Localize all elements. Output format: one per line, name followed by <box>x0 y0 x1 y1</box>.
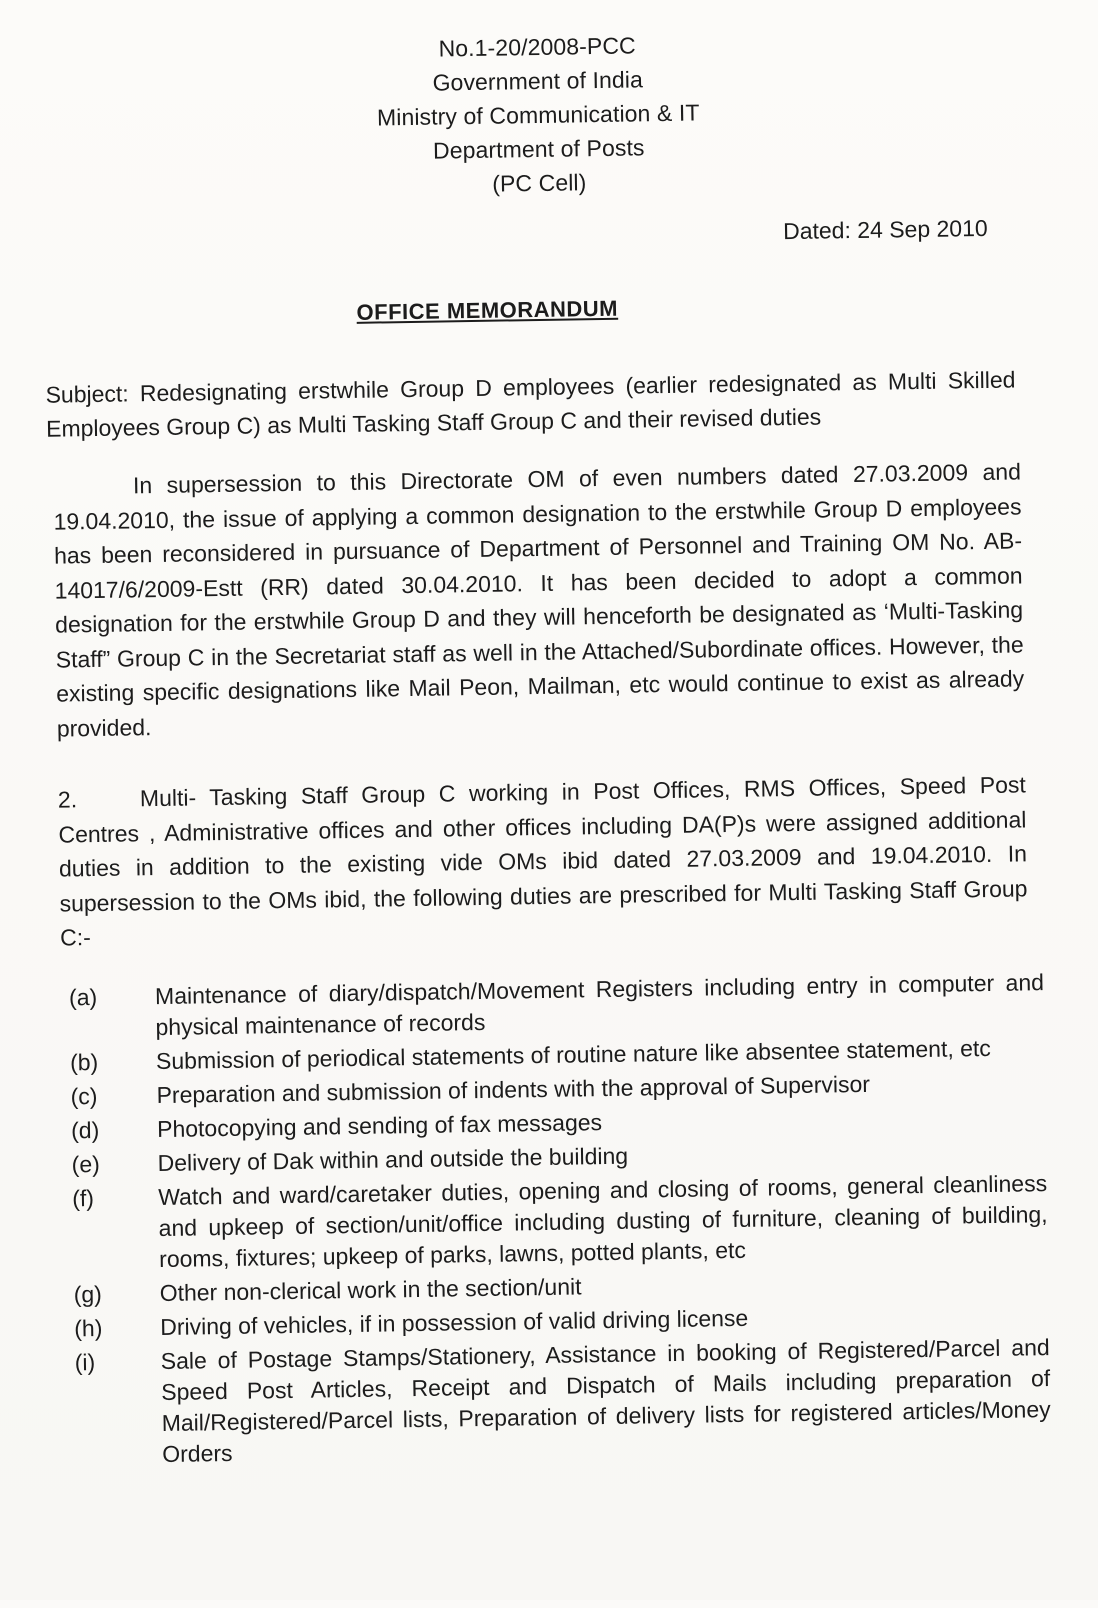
duty-text: Preparation and submission of indents with the approval of Supervisor <box>156 1070 871 1109</box>
duty-text: Watch and ward/caretaker duties, opening and closing of rooms, general cleanliness and upkeep of section/unit/office including dusting of furniture, cleaning of building, rooms, fixtures; upkeep of parks, lawns, potted plants, etc <box>157 1170 1048 1273</box>
duty-label: (e) <box>71 1150 100 1178</box>
duty-text: Maintenance of diary/dispatch/Movement Registers including entry in computer and physical maintenance of records <box>154 969 1045 1041</box>
duty-label: (d) <box>70 1116 100 1144</box>
paragraph-2-text: Multi- Tasking Staff Group C working in Post Offices, RMS Offices, Speed Post Centres , Administrative offices and other offices including DA(P)s were assigned additional duties in addition to the existing vide OMs ibid dated 27.03.2009 and 19.04.2010. In supersession to the OMs ibid, the following duties are prescribed for Multi Tasking Staff Group C:- <box>58 771 1028 951</box>
duty-label: (b) <box>69 1048 99 1076</box>
ministry-name: Ministry of Communication & IT <box>376 99 700 131</box>
duty-item <box>72 1168 1048 1276</box>
file-number: No.1-20/2008-PCC <box>438 32 636 62</box>
duty-label: (f) <box>71 1185 95 1212</box>
department-name: Department of Posts <box>432 134 645 164</box>
document-date: Dated: 24 Sep 2010 <box>782 214 988 245</box>
memo-subject: Subject: Redesignating erstwhile Group D employees (earlier redesignated as Multi Skilled Employees Group C) as Multi Tasking Staff Group C and their revised duties <box>45 366 1016 442</box>
duty-text: Other non-clerical work in the section/unit <box>159 1273 582 1307</box>
duty-text: Delivery of Dak within and outside the building <box>157 1142 629 1177</box>
indent-spacer <box>53 493 133 494</box>
duty-label: (a) <box>68 983 98 1011</box>
paragraph-2 <box>58 767 1029 955</box>
duty-label: (i) <box>74 1349 96 1376</box>
paragraph-number: 2. <box>57 786 78 813</box>
paragraph-1-text: In supersession to this Directorate OM of even numbers dated 27.03.2009 and 19.04.2010, the issue of applying a common designation to the erstwhile Group D employees has been reconsidered in pursuance of Department of Personnel and Training OM No. AB-14017/6/2009-Estt (RR) dated 30.04.2010. It has been decided to adopt a common designation for the erstwhile Group D and they will henceforth be designated as ‘Multi-Tasking Staff” Group C in the Secretariat staff as well in the Attached/Subordinate offices. However, the existing specific designations like Mail Peon, Mailman, etc would continue to exist as already provided. <box>53 458 1025 742</box>
duty-label: (h) <box>74 1314 103 1342</box>
duty-item <box>69 967 1045 1044</box>
duty-text: Submission of periodical statements of routine nature like absentee statement, etc <box>155 1034 992 1075</box>
duties-list <box>69 967 1052 1474</box>
duty-text: Sale of Postage Stamps/Stationery, Assistance in booking of Registered/Parcel and Speed Post Articles, Receipt and Dispatch of Mails including preparation of Mail/Registered/Parcel lists, Preparation of delivery lists for registered articles/Money Orders <box>160 1334 1051 1468</box>
cell-name: (PC Cell) <box>492 169 587 197</box>
memo-title: OFFICE MEMORANDUM <box>356 295 619 325</box>
duty-text: Photocopying and sending of fax messages <box>156 1109 603 1143</box>
duty-label: (g) <box>73 1280 103 1308</box>
government-name: Government of India <box>432 66 644 96</box>
duty-text: Driving of vehicles, if in possession of valid driving license <box>160 1304 749 1341</box>
paragraph-1 <box>53 454 1025 745</box>
letterhead <box>0 21 1089 208</box>
duty-label: (c) <box>70 1082 98 1110</box>
duty-item <box>75 1332 1052 1471</box>
